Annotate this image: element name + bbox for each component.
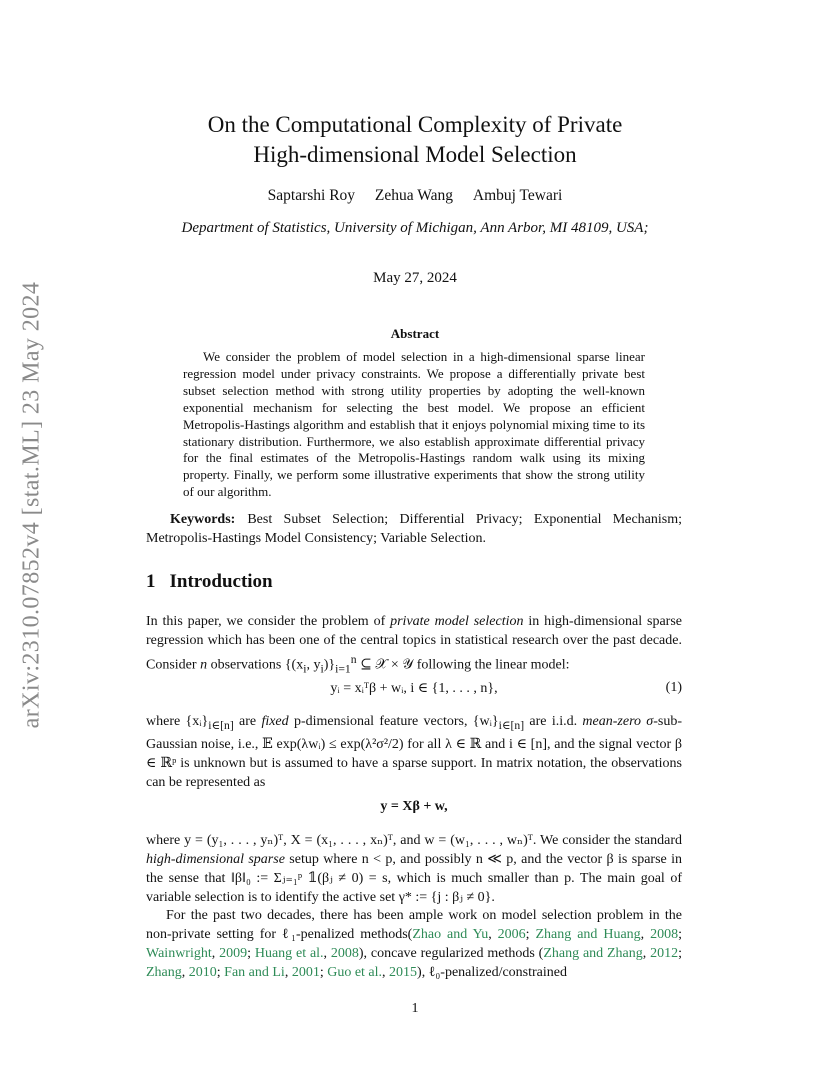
keywords-label: Keywords: [170, 512, 236, 527]
citation-wainwright[interactable]: Wainwright [146, 946, 212, 961]
keywords [146, 510, 682, 548]
citation-zhao-yu[interactable]: Zhao and Yu [412, 927, 489, 942]
arxiv-stamp-text: arXiv:2310.07852v4 [stat.ML] 23 May 2024 [18, 281, 45, 729]
title-line-2: High-dimensional Model Selection [253, 142, 577, 167]
author-1: Saptarshi Roy [267, 187, 356, 204]
citation-year[interactable]: 2009 [219, 946, 248, 961]
citation-year[interactable]: 2012 [650, 946, 679, 961]
equation-1-body: yᵢ = xᵢᵀβ + wᵢ, i ∈ {1, . . . , n}, [330, 681, 498, 696]
equation-2: y = Xβ + w, [380, 799, 448, 814]
intro-paragraph-2: where $\{xᵢ\}_{i\in[n]}$ are fixed p-dimensional feature vectors, $\{wᵢ\}_{i\in[n]}$ are i.i.d. mean-zero σ-sub-Gaussian noise, i.e., 𝔼 exp(λwᵢ) ≤ exp(λ²σ²/2) for all λ ∈ ℝ and i ∈ [n], and the signal vector β ∈ ℝᵖ is unknown but is assumed to have a sparse support. In matrix notation, the observations can be represented as [146, 714, 682, 790]
section-title: Introduction [169, 571, 273, 592]
abstract-text: We consider the problem of model selection in a high-dimensional sparse linear regression model under privacy constraints. We propose a differentially private best subset selection method with strong utility properties by adopting the well-known exponential mechanism for selecting the best model. We propose an efficient Metropolis-Hastings algorithm and establish that it enjoys polynomial mixing time to its stationary distribution. Furthermore, we also establish approximate differential privacy for the final estimates of the Metropolis-Hastings random walk using its mixing property. Finally, we perform some illustrative experiments that show the strong utility of our algorithm. [183, 349, 645, 500]
citation-zhang-zhang[interactable]: Zhang and Zhang [543, 946, 643, 961]
arxiv-stamp [12, 270, 52, 740]
citation-year[interactable]: 2008 [650, 927, 679, 942]
citation-huang[interactable]: Huang et al. [254, 946, 324, 961]
citation-guo[interactable]: Guo et al. [327, 965, 383, 980]
equation-1 [146, 680, 682, 697]
equation-1-number: (1) [665, 680, 682, 695]
abstract-heading: Abstract [390, 326, 440, 341]
citation-year[interactable]: 2001 [291, 965, 320, 980]
affiliation: Department of Statistics, University of Michigan, Ann Arbor, MI 48109, USA; [181, 220, 649, 236]
citation-zhang-huang[interactable]: Zhang and Huang [535, 927, 641, 942]
title-line-1: On the Computational Complexity of Private [207, 112, 623, 137]
intro-paragraph-4: For the past two decades, there has been ample work on model selection problem in the non-private setting for ℓ₁-penalized methods(Zhao and Yu, 2006; Zhang and Huang, 2008; Wainwright, 2009; Huang et al., 2008), concave regularized methods (Zhang and Zhang, 2012; Zhang, 2010; Fan and Li, 2001; Guo et al., 2015), ℓ₀-penalized/constrained [146, 908, 683, 980]
author-3: Ambuj Tewari [472, 187, 563, 204]
citation-year[interactable]: 2006 [497, 927, 526, 942]
citation-fan-li[interactable]: Fan and Li [224, 965, 285, 980]
paper-date: May 27, 2024 [373, 270, 457, 286]
page-number: 1 [411, 1001, 419, 1016]
keywords-text: Best Subset Selection; Differential Privacy; Exponential Mechanism; Metropolis-Hastings Model Consistency; Variable Selection. [146, 512, 682, 546]
author-2: Zehua Wang [374, 187, 454, 204]
author-list [120, 187, 710, 205]
citation-zhang[interactable]: Zhang [146, 965, 182, 980]
citation-year[interactable]: 2015 [389, 965, 418, 980]
citation-year[interactable]: 2008 [330, 946, 359, 961]
paper-title [120, 110, 710, 170]
section-heading [146, 571, 273, 593]
section-number: 1 [146, 571, 156, 592]
intro-paragraph-3: where y = (y₁, . . . , yₙ)ᵀ, X = (x₁, . . . , xₙ)ᵀ, and w = (w₁, . . . , wₙ)ᵀ. We consider the standard high-dimensional sparse setup where n < p, and possibly n ≪ p, and the vector β is sparse in the sense that ‖β‖₀ := Σⱼ₌₁ᵖ 𝟙(βⱼ ≠ 0) = s, which is much smaller than p. The main goal of variable selection is to identify the active set γ* := {j : βⱼ ≠ 0}. [146, 833, 682, 905]
intro-paragraph-1: In this paper, we consider the problem of private model selection in high-dimensional sparse regression which has been one of the central topics in statistical research over the past decade. Consider n observations {($x_i$, $y_i)\}_{i=1}^n$ ⊆ 𝒳 × 𝒴 following the linear model: [146, 614, 682, 676]
citation-year[interactable]: 2010 [188, 965, 217, 980]
